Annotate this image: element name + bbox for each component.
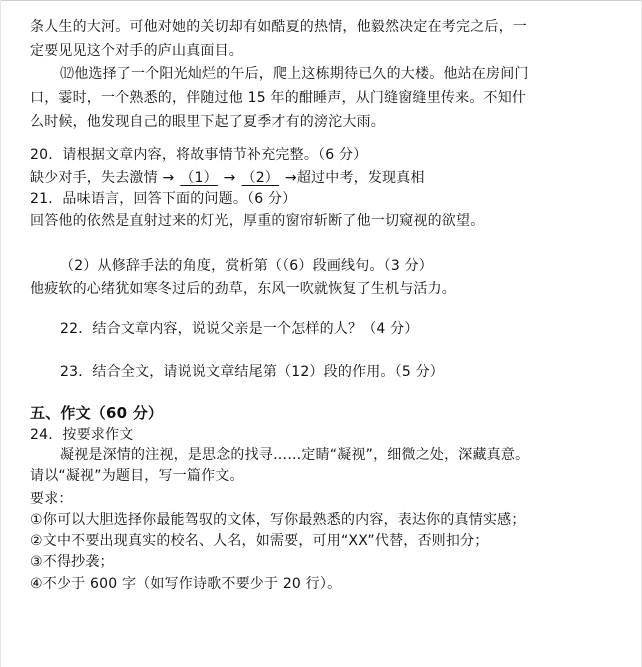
question-20-plot-chain: [30, 168, 425, 188]
question-21-quote-2: 他疲软的心绪犹如寒冬过后的劲草，东风一吹就恢复了生机与活力。: [30, 281, 456, 297]
question-22: 22．结合文章内容，说说父亲是一个怎样的人？（4 分）: [60, 321, 419, 337]
passage-line-5: 么时候，他发现自己的眼里下起了夏季才有的滂沱大雨。: [30, 114, 385, 130]
question-20-title: 20．请根据文章内容，将故事情节补充完整。（6 分）: [30, 147, 368, 163]
question-21-sub-2: （2）从修辞手法的角度，赏析第（（6）段画线句。（3 分）: [60, 258, 433, 274]
plot-chain-suffix: →超过中考，发现真相: [280, 170, 425, 186]
question-24-title: 24．按要求作文: [30, 427, 134, 443]
question-23: 23．结合全文，请说说文章结尾第（12）段的作用。（5 分）: [60, 364, 444, 380]
question-21-title: 21．品味语言，回答下面的问题。（6 分）: [30, 191, 297, 207]
requirement-2: ②文中不要出现真实的校名、人名，如需要，可用“XX”代替，否则扣分；: [30, 533, 489, 549]
passage-line-4: 口，霎时，一个熟悉的，伴随过他 15 年的酣睡声，从门缝窗缝里传来。不知什: [30, 90, 527, 106]
requirements-title: 要求：: [30, 491, 73, 507]
passage-line-2: 定要见见这个对手的庐山真面目。: [30, 43, 243, 59]
page-left-edge: [0, 0, 1, 667]
requirement-1: ①你可以大胆选择你最能驾驭的文体，写你最熟悉的内容，表达你的真情实感；: [30, 512, 526, 528]
plot-chain-prefix: 缺少对手，失去激情 →: [30, 170, 180, 186]
essay-prompt-1: 凝视是深情的注视，是思念的找寻……定睛“凝视”，细微之处，深藏真意。: [60, 447, 530, 463]
essay-prompt-2: 请以“凝视”为题目，写一篇作文。: [30, 468, 244, 484]
plot-blank-1[interactable]: （1）: [180, 170, 218, 186]
plot-chain-arrow: →: [219, 170, 241, 186]
requirement-3: ③不得抄袭；: [30, 554, 114, 570]
plot-blank-2[interactable]: （2）: [241, 170, 280, 186]
requirement-4: ④不少于 600 字（如写作诗歌不要少于 20 行）。: [30, 576, 342, 592]
section-5-heading: 五、作文（60 分）: [30, 404, 164, 422]
passage-line-3: ⑿他选择了一个阳光灿烂的午后，爬上这栋期待已久的大楼。他站在房间门: [60, 66, 529, 82]
passage-line-1: 条人生的大河。可他对她的关切却有如酷夏的热情，他毅然决定在考完之后，一: [30, 19, 527, 35]
page-top-rule: [0, 0, 642, 1]
question-21-quote-1: 回答他的依然是直射过来的灯光，厚重的窗帘斩断了他一切窥视的欲望。: [30, 213, 485, 229]
